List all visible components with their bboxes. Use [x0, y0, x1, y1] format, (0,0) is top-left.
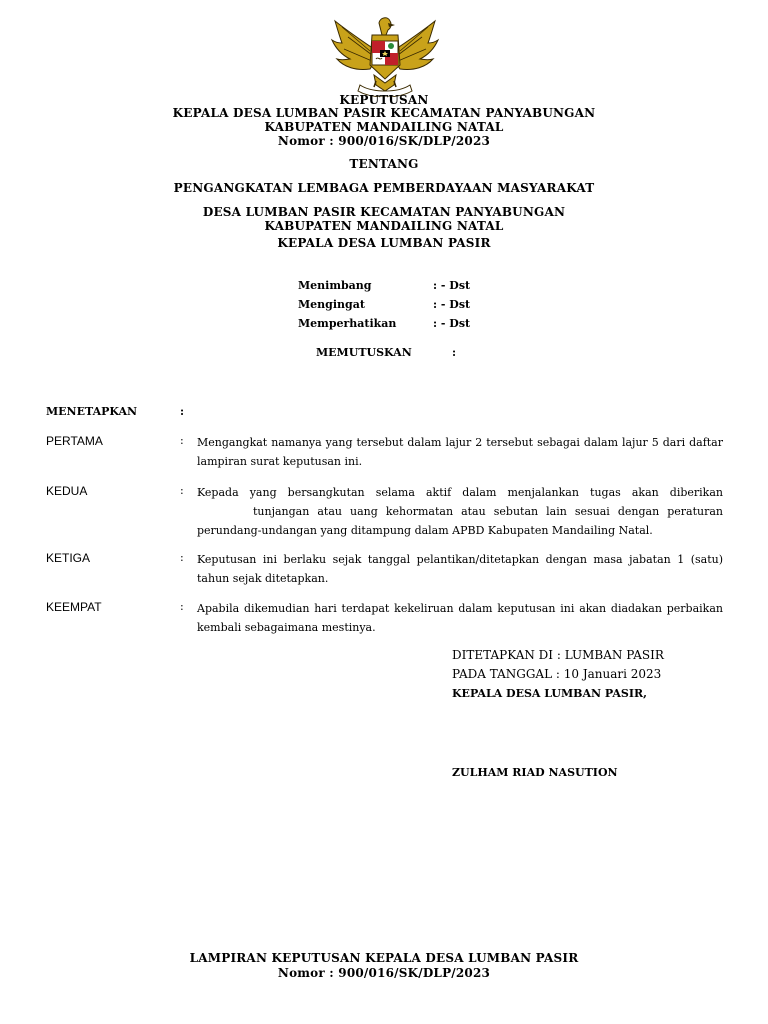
regency-line-2: KABUPATEN MANDAILING NATAL — [264, 219, 504, 233]
regency-line: KABUPATEN MANDAILING NATAL — [264, 120, 504, 134]
consideration-label: Menimbang — [298, 279, 372, 292]
decree-number: Nomor : 900/016/SK/DLP/2023 — [277, 134, 491, 148]
signature-title: KEPALA DESA LUMBAN PASIR, — [452, 687, 647, 700]
signatory-name: ZULHAM RIAD NASUTION — [452, 766, 618, 779]
memutuskan-colon: : — [452, 346, 457, 359]
subject-line: PENGANGKATAN LEMBAGA PEMBERDAYAAN MASYARAKAT — [173, 181, 595, 195]
clause-text: Kepada yang bersangkutan selama aktif dalam menjalankan tugas akan diberikan — [197, 486, 723, 499]
consideration-label: Mengingat — [298, 298, 365, 311]
clause-label: KETIGA — [46, 551, 91, 565]
clause-text-continued — [197, 502, 723, 540]
signature-place: DITETAPKAN DI : LUMBAN PASIR — [452, 648, 664, 662]
village-head-line: KEPALA DESA LUMBAN PASIR — [277, 236, 491, 250]
tentang-heading: TENTANG — [349, 157, 419, 171]
menetapkan-colon: : — [180, 405, 185, 418]
consideration-value: : - Dst — [433, 298, 471, 311]
consideration-label: Memperhatikan — [298, 317, 397, 330]
decree-title: KEPUTUSAN — [339, 93, 429, 107]
clause-text: Apabila dikemudian hari terdapat kekeliruan dalam keputusan ini akan diadakan perbaikan kembali sebagaimana mestinya. — [197, 602, 723, 634]
clause-colon: : — [180, 484, 184, 497]
clause-text: Mengangkat namanya yang tersebut dalam lajur 2 tersebut sebagai dalam lajur 5 dari daftar lampiran surat keputusan ini. — [197, 436, 723, 468]
village-line: DESA LUMBAN PASIR KECAMATAN PANYABUNGAN — [202, 205, 566, 219]
clause-colon: : — [180, 600, 184, 613]
consideration-value: : - Dst — [433, 317, 471, 330]
attachment-title: LAMPIRAN KEPUTUSAN KEPALA DESA LUMBAN PASIR — [189, 951, 579, 965]
signature-date: PADA TANGGAL : 10 Januari 2023 — [452, 667, 662, 681]
menetapkan-heading: MENETAPKAN — [46, 405, 138, 418]
clause-text: Keputusan ini berlaku sejak tanggal pelantikan/ditetapkan dengan masa jabatan 1 (satu) tahun sejak ditetapkan. — [197, 553, 723, 585]
clause-label: KEEMPAT — [46, 600, 102, 614]
memutuskan-heading: MEMUTUSKAN — [316, 346, 412, 359]
garuda-emblem-icon — [330, 13, 440, 97]
attachment-number: Nomor : 900/016/SK/DLP/2023 — [277, 966, 491, 980]
clause-colon: : — [180, 551, 184, 564]
consideration-value: : - Dst — [433, 279, 471, 292]
issuer-line: KEPALA DESA LUMBAN PASIR KECAMATAN PANYABUNGAN — [172, 106, 596, 120]
clause-label: PERTAMA — [46, 434, 103, 448]
clause-colon: : — [180, 434, 184, 447]
clause-text-continued-body: tunjangan atau uang kehormatan atau sebutan lain sesuai dengan peraturan perundang-undangan yang ditampung dalam APBD Kabupaten Mandailing Natal. — [197, 505, 723, 537]
clause-label: KEDUA — [46, 484, 88, 498]
